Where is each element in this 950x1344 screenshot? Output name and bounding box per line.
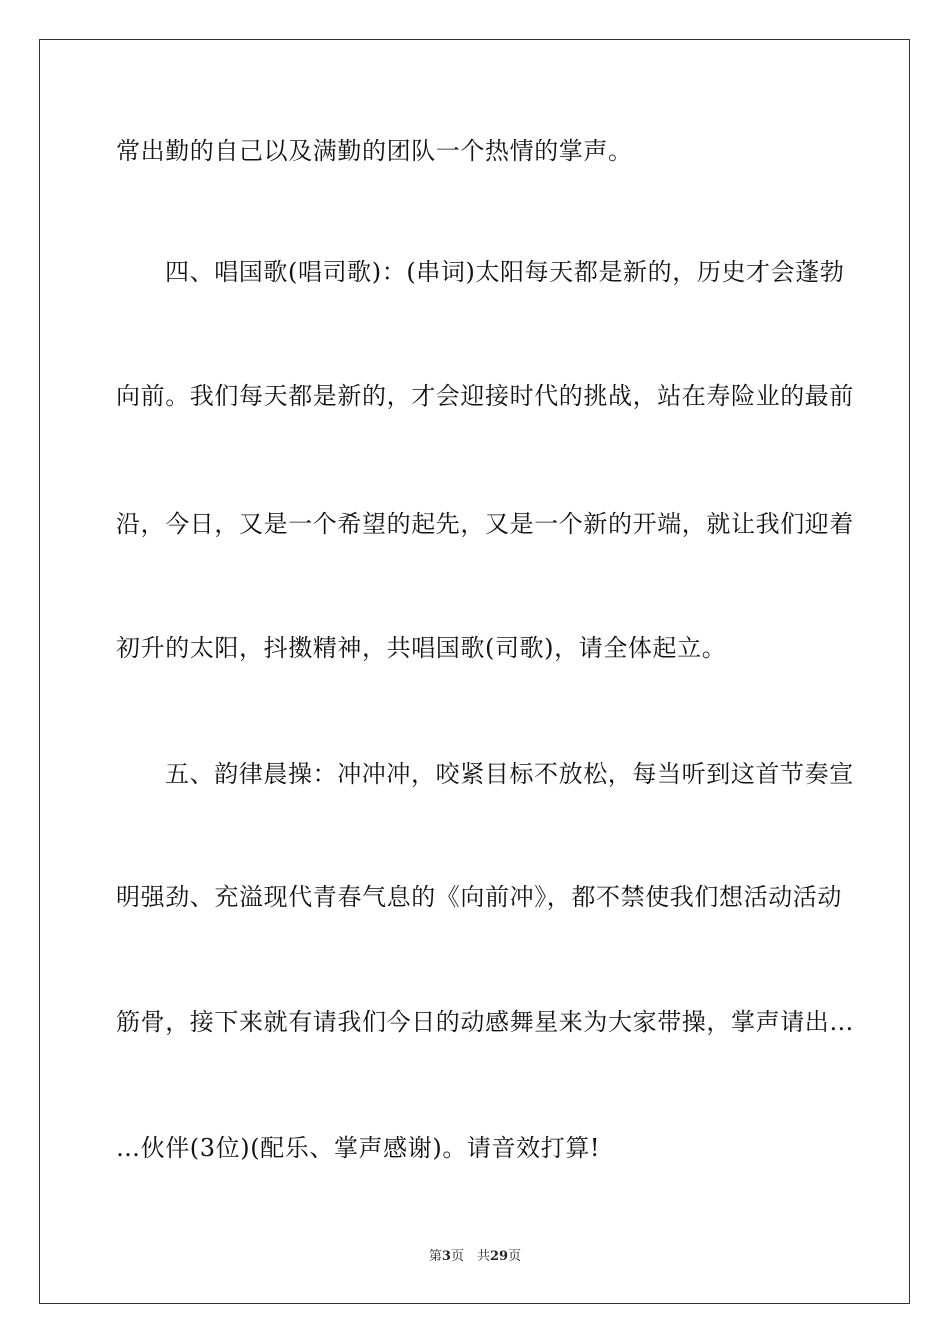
page-prefix: 第 xyxy=(428,1249,442,1264)
paragraph-line-2: 四、唱国歌(唱司歌)：(串词)太阳每天都是新的，历史才会蓬勃 xyxy=(165,258,845,286)
paragraph-line-1: 常出勤的自己以及满勤的团队一个热情的掌声。 xyxy=(116,137,633,165)
paragraph-line-9: …伙伴(3位)(配乐、掌声感谢)。请音效打算! xyxy=(116,1134,601,1162)
paragraph-line-8: 筋骨，接下来就有请我们今日的动感舞星来为大家带操，掌声请出… xyxy=(116,1008,854,1036)
page-current: 3 xyxy=(441,1249,451,1264)
page-mid: 页 共 xyxy=(450,1249,490,1264)
paragraph-line-3: 向前。我们每天都是新的，才会迎接时代的挑战，站在寿险业的最前 xyxy=(116,382,854,410)
page-suffix: 页 xyxy=(508,1249,522,1264)
paragraph-line-5: 初升的太阳，抖擞精神，共唱国歌(司歌)，请全体起立。 xyxy=(116,634,727,662)
paragraph-line-6: 五、韵律晨操：冲冲冲，咬紧目标不放松，每当听到这首节奏宣 xyxy=(165,760,854,788)
page-total: 29 xyxy=(489,1249,509,1264)
page-footer xyxy=(0,1248,950,1266)
page-border xyxy=(39,39,910,1304)
paragraph-line-7: 明强劲、充溢现代青春气息的《向前冲》，都不禁使我们想活动活动 xyxy=(116,883,842,911)
paragraph-line-4: 沿，今日，又是一个希望的起先，又是一个新的开端，就让我们迎着 xyxy=(116,510,854,538)
